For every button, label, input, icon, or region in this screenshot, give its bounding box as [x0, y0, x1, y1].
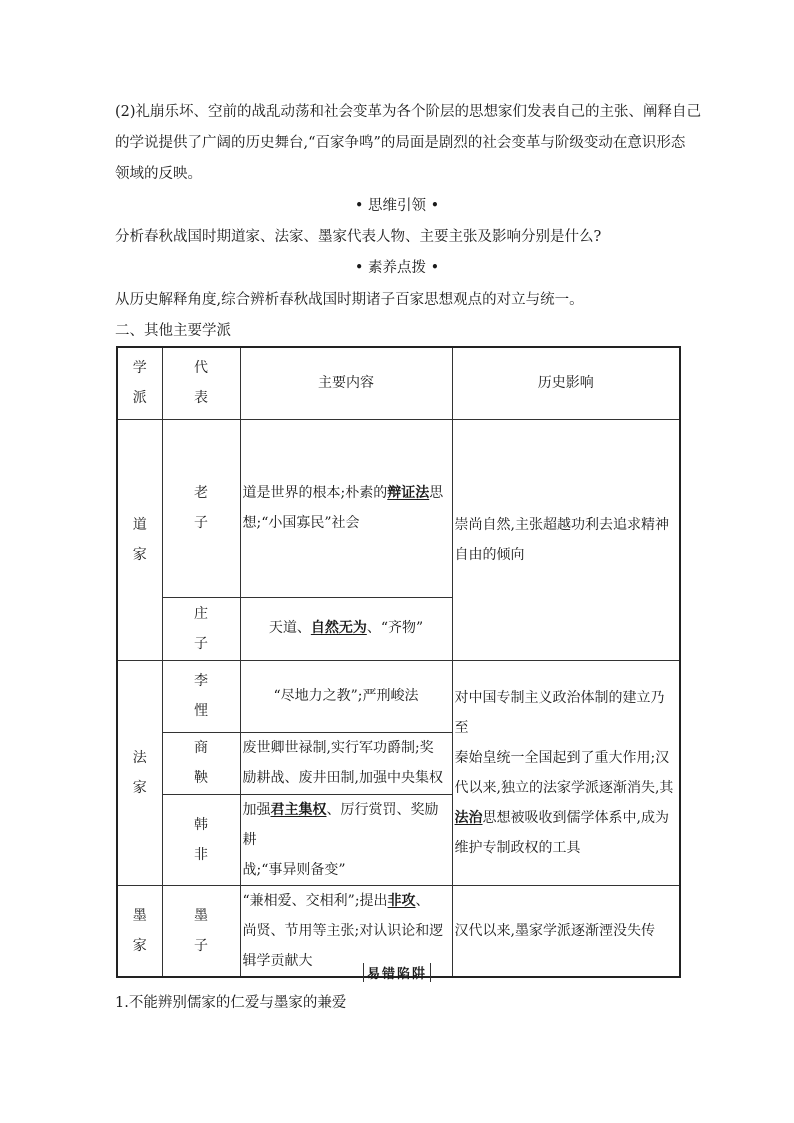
impact-fajia: 对中国专制主义政治体制的建立乃至 秦始皇统一全国起到了重大作用;汉 代以来,独立的法家学派逐渐消失,其 法治思想被吸收到儒学体系中,成为 维护专制政权的工具 — [452, 660, 680, 885]
header-representative: 代 表 — [162, 347, 240, 419]
header-content: 主要内容 — [240, 347, 452, 419]
content-likui: “尽地力之教”;严刑峻法 — [240, 660, 452, 732]
impact-daojia: 崇尚自然,主张超越功利去追求精神 自由的倾向 — [452, 419, 680, 660]
header-impact: 历史影响 — [452, 347, 680, 419]
content-mozi: “兼相爱、交相利”;提出非攻、 尚贤、节用等主张;对认识论和逻 辑学贡献大 — [240, 885, 452, 977]
table-header-row — [117, 347, 680, 419]
impact-mojia: 汉代以来,墨家学派逐渐湮没失传 — [452, 885, 680, 977]
literacy-text: 从历史解释角度,综合辨析春秋战国时期诸子百家思想观点的对立与统一。 — [115, 292, 584, 308]
rep-laozi: 老 子 — [162, 419, 240, 597]
rep-mozi: 墨 子 — [162, 885, 240, 977]
rep-zhuangzi: 庄 子 — [162, 597, 240, 660]
rep-hanfei: 韩 非 — [162, 794, 240, 885]
section-title: 二、其他主要学派 — [115, 323, 231, 339]
thinking-heading: • 思维引领 • — [354, 198, 440, 214]
table-row — [117, 660, 680, 732]
trap-item-1: 1.不能辨别儒家的仁爱与墨家的兼爱 — [115, 995, 347, 1011]
table-row — [117, 419, 680, 597]
trap-tag-label: 易错陷阱 — [363, 963, 431, 982]
trap-tag — [0, 963, 794, 982]
school-daojia: 道 家 — [117, 419, 162, 660]
intro-line-2: 的学说提供了广阔的历史舞台,“百家争鸣”的局面是剧烈的社会变革与阶级变动在意识形态 — [115, 135, 686, 151]
header-school: 学 派 — [117, 347, 162, 419]
intro-line-3: 领域的反映。 — [115, 166, 202, 182]
thinking-text: 分析春秋战国时期道家、法家、墨家代表人物、主要主张及影响分别是什么? — [115, 229, 602, 245]
content-hanfei: 加强君主集权、厉行赏罚、奖励耕 战;“事异则备变” — [240, 794, 452, 885]
literacy-heading: • 素养点拨 • — [354, 260, 440, 276]
content-zhuangzi: 天道、自然无为、“齐物” — [240, 597, 452, 660]
schools-table — [116, 346, 681, 978]
content-laozi: 道是世界的根本;朴素的辩证法思 想;“小国寡民”社会 — [240, 419, 452, 597]
content-shangyang: 废世卿世禄制,实行军功爵制;奖 励耕战、废井田制,加强中央集权 — [240, 732, 452, 794]
rep-likui: 李 悝 — [162, 660, 240, 732]
rep-shangyang: 商 鞅 — [162, 732, 240, 794]
school-mojia: 墨 家 — [117, 885, 162, 977]
intro-line-1: (2)礼崩乐坏、空前的战乱动荡和社会变革为各个阶层的思想家们发表自己的主张、阐释自己 — [115, 104, 702, 120]
school-fajia: 法 家 — [117, 660, 162, 885]
